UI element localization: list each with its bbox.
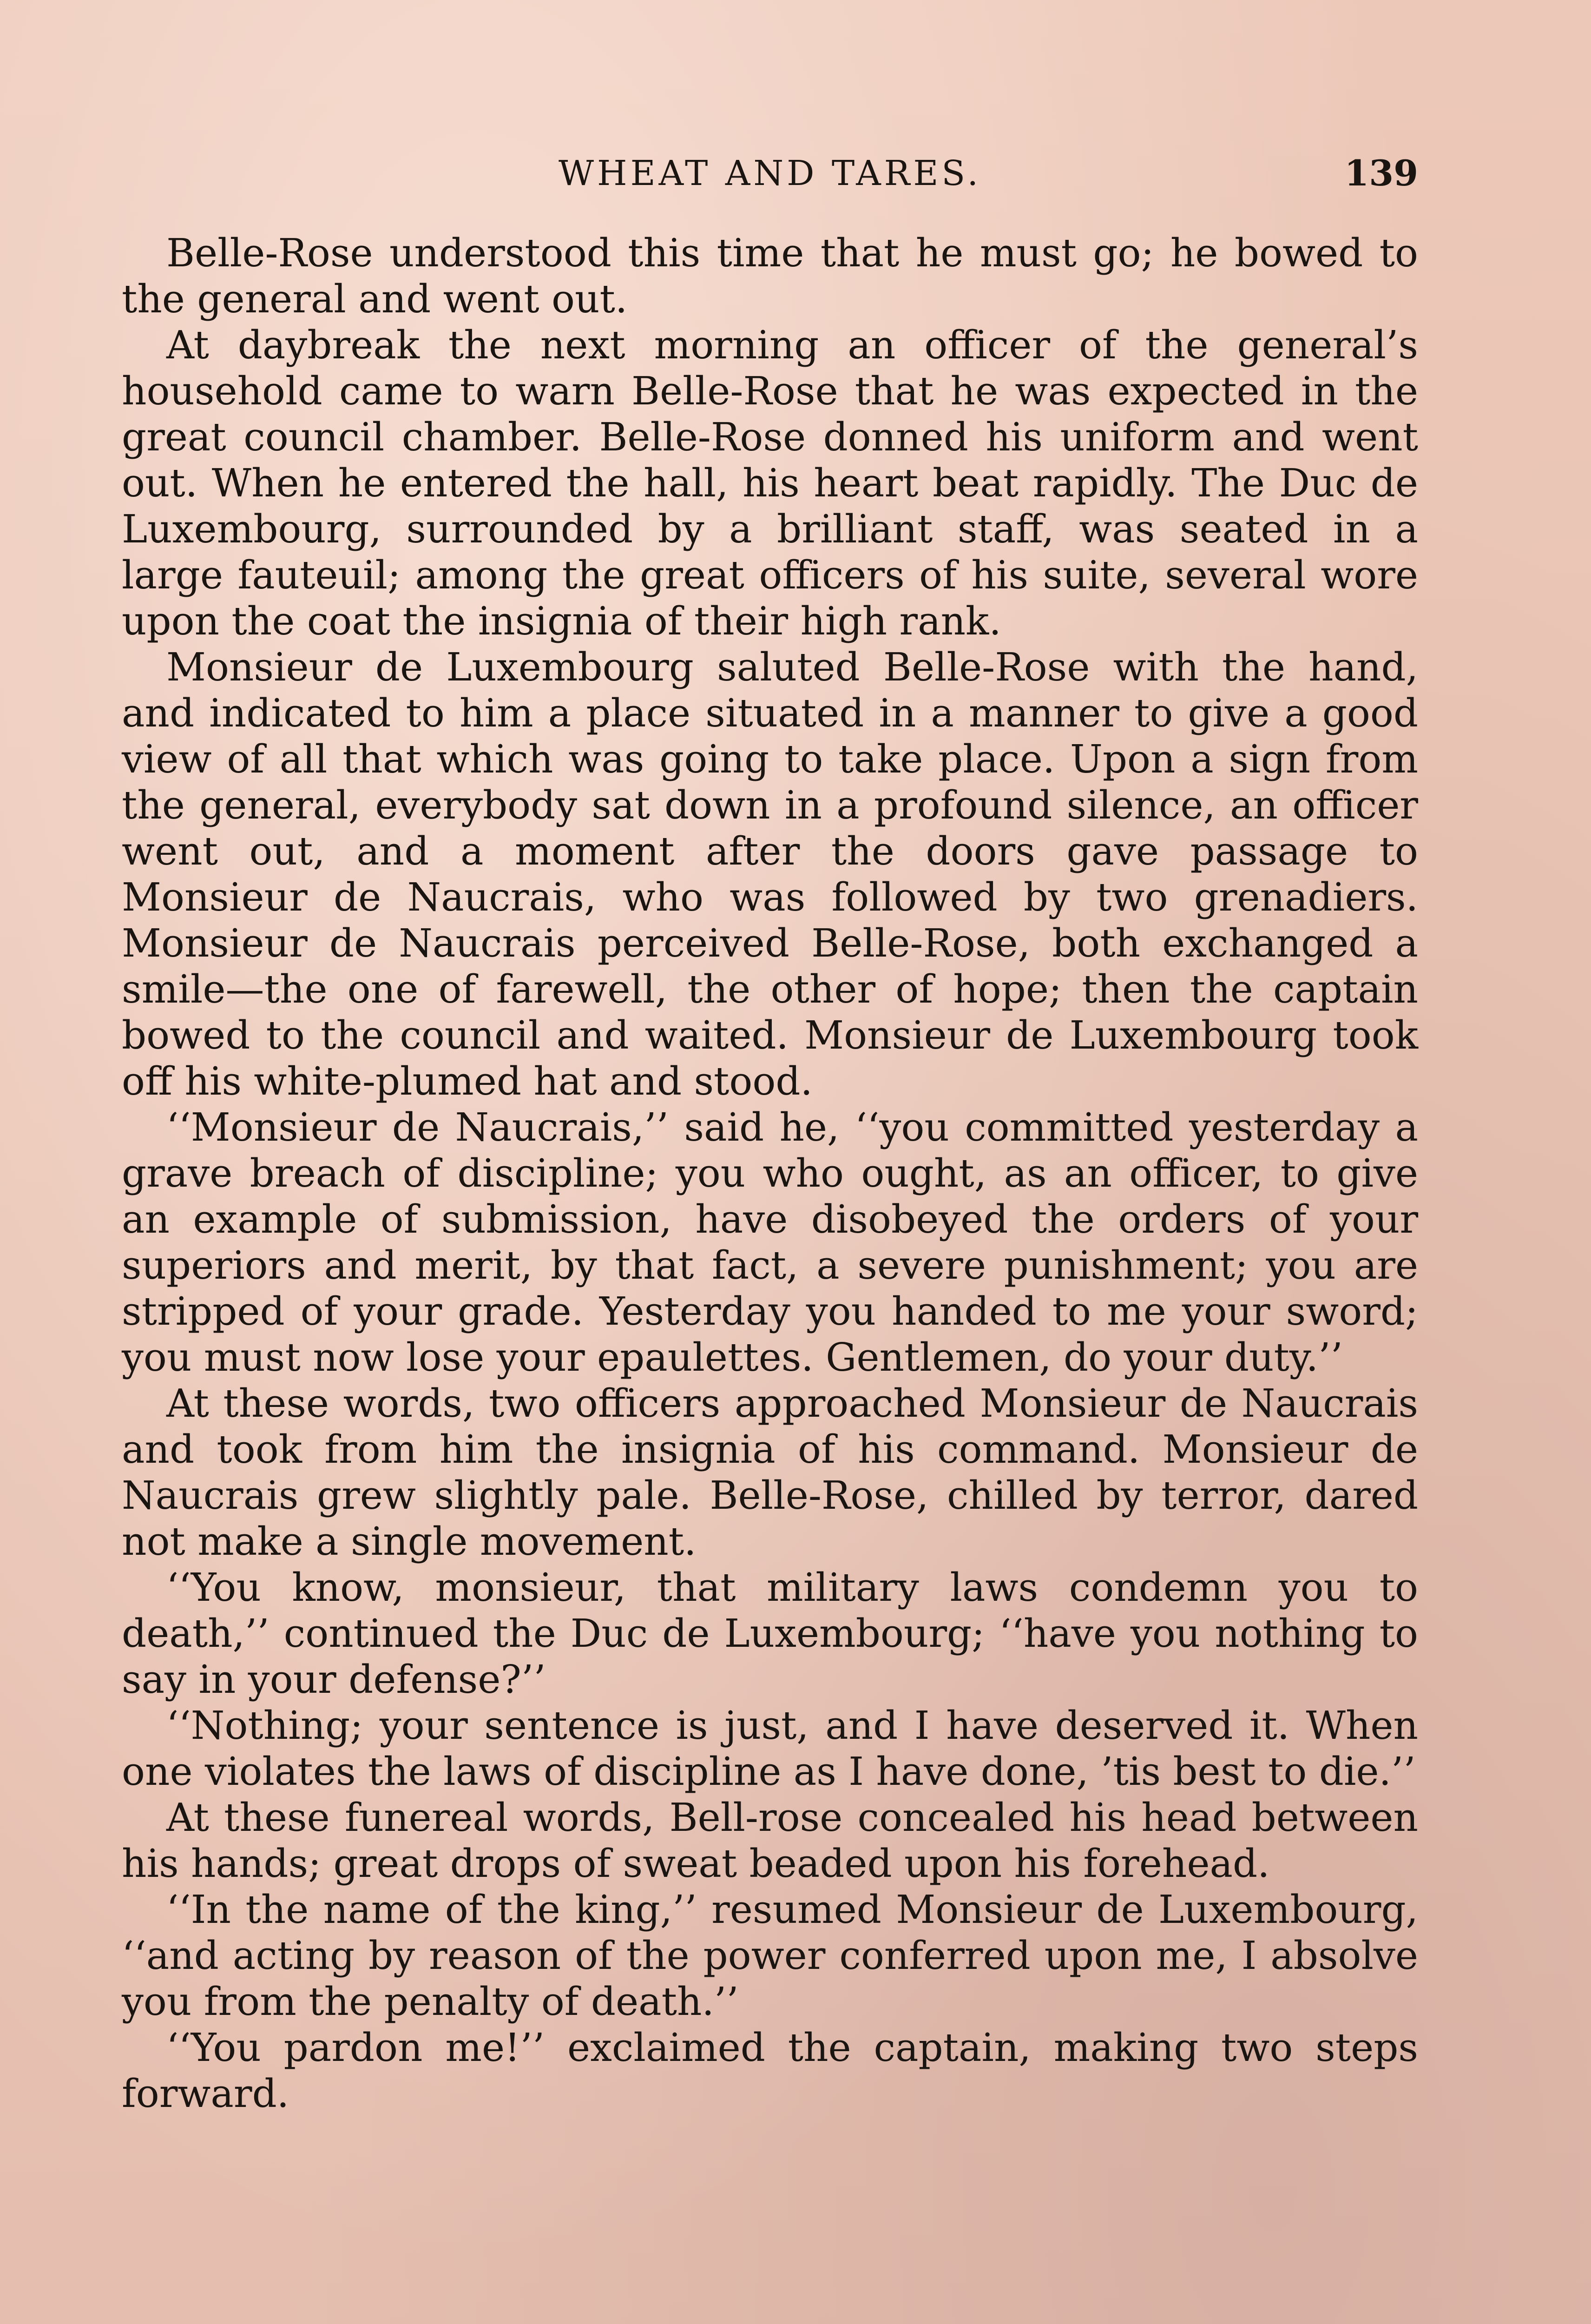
running-header [122, 148, 1418, 199]
page-number: 139 [1344, 152, 1418, 194]
paragraph: At daybreak the next morning an officer of the general’s household came to warn Belle-Rose that he was expected in the great council chamber. Belle-Rose donned his uniform and went out. When he entered the hall, his heart beat rapidly. The Duc de Luxembourg, surrounded by a brilliant staff, was seated in a large fauteuil; among the great officers of his suite, several wore upon the coat the insignia of their high rank. [122, 323, 1418, 644]
body-text [122, 230, 1418, 2117]
paragraph: Monsieur de Luxembourg saluted Belle-Rose with the hand, and indicated to him a place situated in a manner to give a good view of all that which was going to take place. Upon a sign from the general, everybody sat down in a profound silence, an officer went out, and a moment after the doors gave passage to Monsieur de Naucrais, who was followed by two grenadiers. Monsieur de Naucrais perceived Belle-Rose, both exchanged a smile—the one of farewell, the other of hope; then the captain bowed to the council and waited. Monsieur de Luxembourg took off his white-plumed hat and stood. [122, 645, 1418, 1104]
paragraph: At these funereal words, Bell-rose concealed his head between his hands; great drops of sweat beaded upon his forehead. [122, 1795, 1418, 1886]
paragraph: ‘‘In the name of the king,’’ resumed Monsieur de Luxembourg, ‘‘and acting by reason of the power conferred upon me, I absolve you from the penalty of death.’’ [122, 1887, 1418, 2024]
paragraph: At these words, two officers approached Monsieur de Naucrais and took from him the insignia of his command. Monsieur de Naucrais grew slightly pale. Belle-Rose, chilled by terror, dared not make a single movement. [122, 1381, 1418, 1564]
paragraph: ‘‘You pardon me!’’ exclaimed the captain, making two steps forward. [122, 2025, 1418, 2116]
running-title: WHEAT AND TARES. [559, 153, 981, 193]
paragraph: ‘‘Nothing; your sentence is just, and I have deserved it. When one violates the laws of discipline as I have done, ’tis best to die.’’ [122, 1703, 1418, 1794]
paragraph: ‘‘Monsieur de Naucrais,’’ said he, ‘‘you committed yesterday a grave breach of discipline; you who ought, as an officer, to give an example of submission, have disobeyed the orders of your superiors and merit, by that fact, a severe punishment; you are stripped of your grade. Yesterday you handed to me your sword; you must now lose your epaulettes. Gentlemen, do your duty.’’ [122, 1105, 1418, 1380]
paragraph: ‘‘You know, monsieur, that military laws condemn you to death,’’ continued the Duc de Luxembourg; ‘‘have you nothing to say in your defense?’’ [122, 1565, 1418, 1702]
paragraph: Belle-Rose understood this time that he must go; he bowed to the general and went out. [122, 231, 1418, 322]
